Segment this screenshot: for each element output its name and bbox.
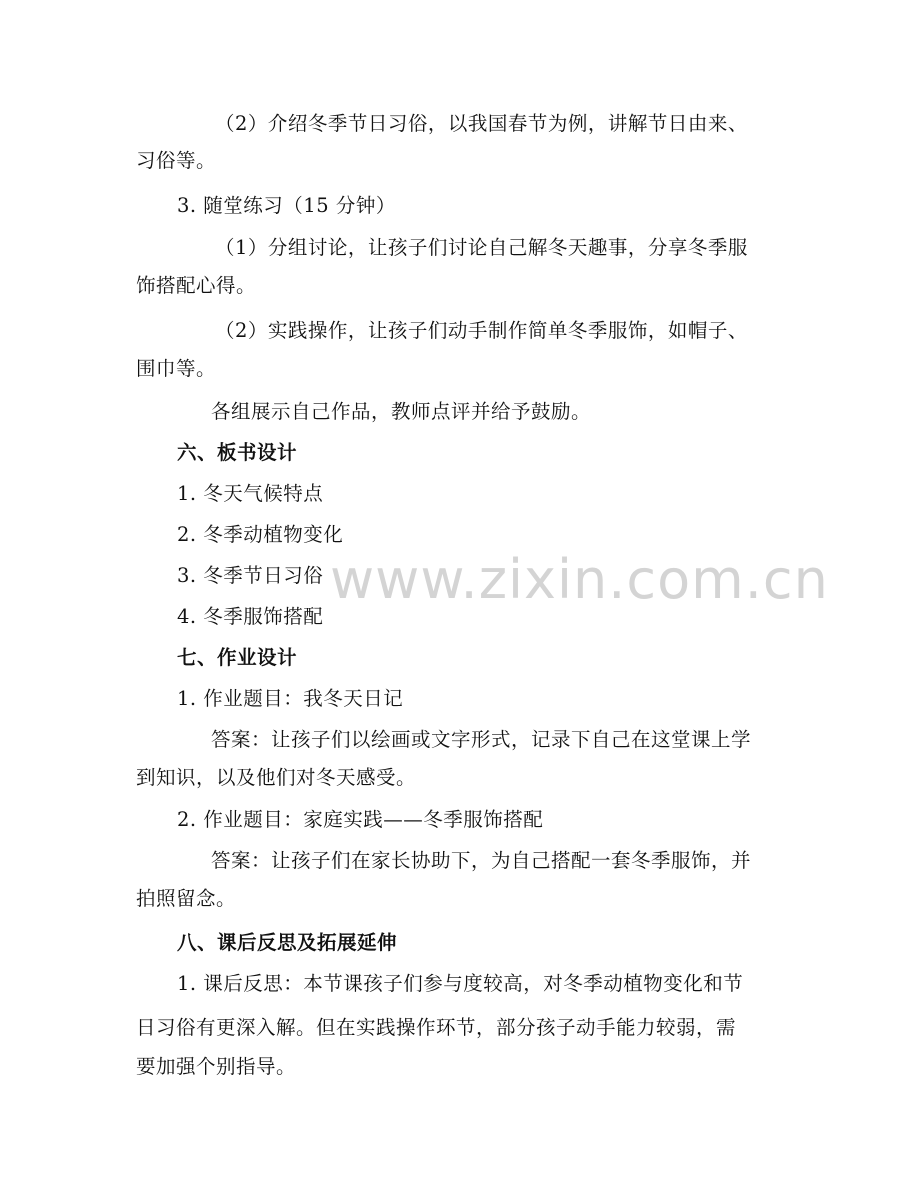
paragraph-line: 围巾等。	[136, 357, 217, 380]
list-item: 2. 作业题目：家庭实践——冬季服饰搭配	[177, 808, 544, 831]
list-item: 2. 冬季动植物变化	[177, 523, 344, 546]
section-heading: 八、课后反思及拓展延伸	[177, 931, 398, 954]
list-item: 1. 作业题目：我冬天日记	[177, 687, 404, 710]
paragraph-line: 答案：让孩子们在家长协助下，为自己搭配一套冬季服饰，并	[211, 849, 752, 872]
list-item: 4. 冬季服饰搭配	[177, 605, 324, 628]
paragraph-line: 饰搭配心得。	[136, 274, 257, 297]
paragraph-line: 到知识，以及他们对冬天感受。	[136, 766, 417, 789]
list-item: 1. 冬天气候特点	[177, 482, 324, 505]
paragraph-line: 习俗等。	[136, 149, 217, 172]
paragraph-line: 答案：让孩子们以绘画或文字形式，记录下自己在这堂课上学	[211, 728, 752, 751]
paragraph-line: （1）分组讨论，让孩子们讨论自己解冬天趣事，分享冬季服	[215, 236, 748, 259]
paragraph-line: 要加强个别指导。	[136, 1055, 297, 1078]
watermark: www.zixin.com.cn	[330, 548, 829, 611]
section-heading: 七、作业设计	[177, 646, 298, 669]
paragraph-line: （2）实践操作，让孩子们动手制作简单冬季服饰，如帽子、	[215, 319, 748, 342]
paragraph-line: （2）介绍冬季节日习俗，以我国春节为例，讲解节日由来、	[215, 112, 748, 135]
list-item: 3. 冬季节日习俗	[177, 564, 324, 587]
paragraph-line: 拍照留念。	[136, 887, 237, 910]
paragraph-line: 日习俗有更深入解。但在实践操作环节，部分孩子动手能力较弱，需	[136, 1016, 737, 1039]
section-heading: 六、板书设计	[177, 441, 298, 464]
list-item: 3. 随堂练习（15 分钟）	[177, 194, 396, 217]
paragraph-line: 1. 课后反思：本节课孩子们参与度较高，对冬季动植物变化和节	[177, 972, 744, 995]
paragraph-line: 各组展示自己作品，教师点评并给予鼓励。	[211, 400, 592, 423]
